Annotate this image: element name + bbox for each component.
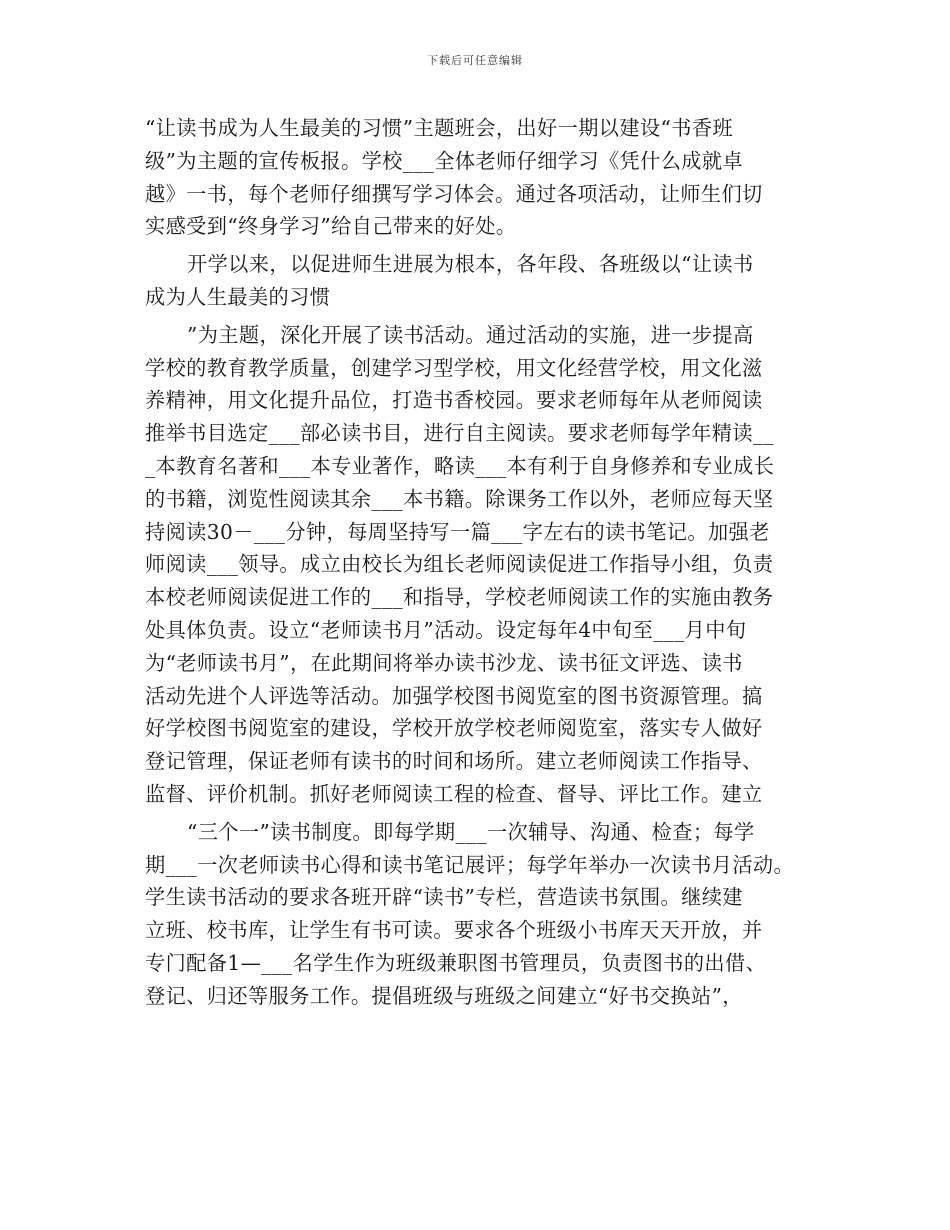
text-line: 监督、评价机制。抓好老师阅读工程的检查、督导、评比工作。建立	[145, 781, 763, 806]
text-line: 期___一次老师读书心得和读书笔记展评；每学年举办一次读书月活动。	[145, 852, 795, 877]
text-line: 活动先进个人评选等活动。加强学校图书阅览室的图书资源管理。搞	[145, 683, 763, 708]
text-line: 持阅读30－___分钟，每周坚持写一篇___字左右的读书笔记。加强老	[145, 519, 770, 544]
text-line: 级”为主题的宣传板报。学校___全体老师仔细学习《凭什么成就卓	[145, 148, 744, 173]
text-line: 成为人生最美的习惯	[145, 284, 331, 309]
text-line: 师阅读___领导。成立由校长为组长老师阅读促进工作指导小组，负责	[145, 552, 774, 577]
text-line: ”为主题，深化开展了读书活动。通过活动的实施，进一步提高	[187, 322, 754, 347]
text-line: 的书籍，浏览性阅读其余___本书籍。除课务工作以外，老师应每天坚	[145, 486, 774, 511]
text-line: 推举书目选定___部必读书目，进行自主阅读。要求老师每学年精读__	[145, 421, 774, 446]
text-line: 立班、校书库，让学生有书可读。要求各个班级小书库天天开放，并	[145, 918, 763, 943]
text-line: 学校的教育教学质量，创建学习型学校，用文化经营学校，用文化滋	[145, 355, 763, 380]
page-header: 下载后可任意编辑	[427, 54, 523, 67]
text-line: 好学校图书阅览室的建设，学校开放学校老师阅览室，落实专人做好	[145, 716, 763, 741]
text-line: 学生读书活动的要求各班开辟“读书”专栏，营造读书氛围。继续建	[145, 885, 743, 910]
text-line: 养精神，用文化提升品位，打造书香校园。要求老师每年从老师阅读	[145, 388, 763, 413]
text-line: 开学以来，以促进师生进展为根本，各年段、各班级以“让读书	[187, 252, 754, 277]
text-line: 为“老师读书月”，在此期间将举办读书沙龙、读书征文评选、读书	[145, 650, 743, 675]
text-line: 本校老师阅读促进工作的___和指导，学校老师阅读工作的实施由教务	[145, 585, 774, 610]
text-line: 越》一书，每个老师仔细撰写学习体会。通过各项活动，让师生们切	[145, 181, 763, 206]
document-body	[145, 112, 810, 1013]
text-line: _本教育名著和___本专业著作，略读___本有利于自身修养和专业成长	[145, 453, 775, 478]
text-line: “三个一”读书制度。即每学期___一次辅导、沟通、检查；每学	[187, 819, 755, 844]
text-line: 登记管理，保证老师有读书的时间和场所。建立老师阅读工作指导、	[145, 749, 763, 774]
text-line: 登记、归还等服务工作。提倡班级与班级之间建立“好书交换站”，	[145, 983, 743, 1008]
text-line: 专门配备1—___名学生作为班级兼职图书管理员，负责图书的出借、	[145, 950, 767, 975]
text-line: 处具体负责。设立“老师读书月”活动。设定每年4中旬至___月中旬	[145, 617, 747, 642]
text-line: “让读书成为人生最美的习惯”主题班会，出好一期以建设“书香班	[145, 116, 734, 140]
text-line: 实感受到“终身学习”给自己带来的好处。	[145, 214, 517, 239]
